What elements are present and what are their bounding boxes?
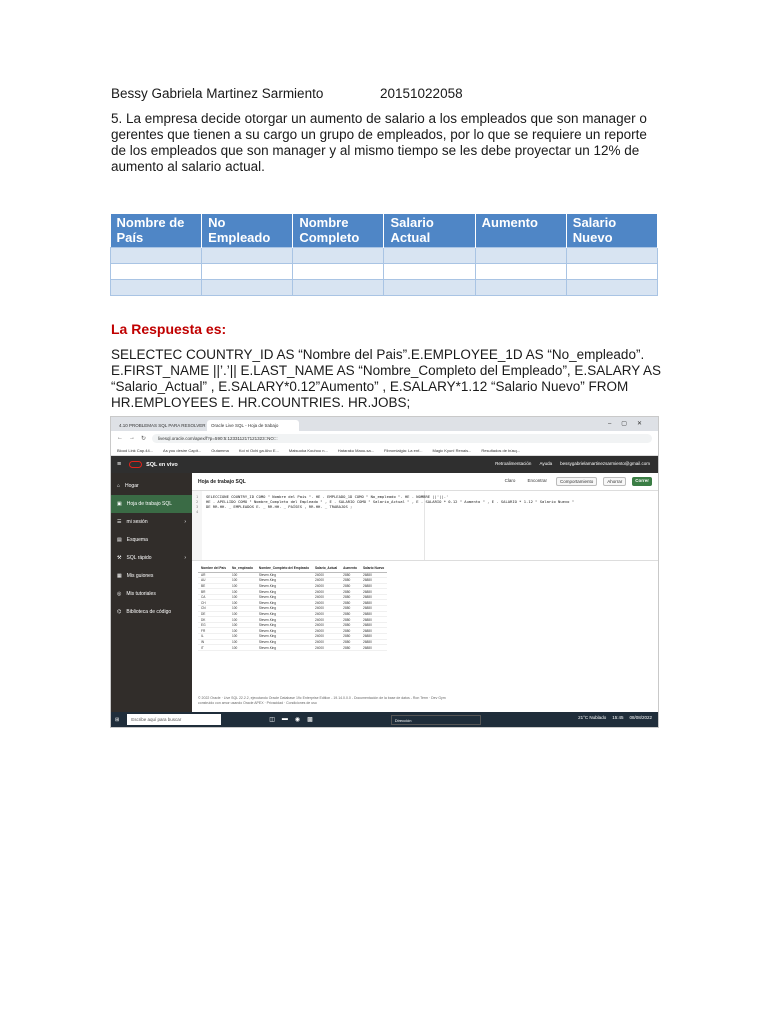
col-nombre-completo: Nombre Completo [293,214,384,247]
results-cell: FR [198,628,229,634]
col-no-empleado: No Empleado [202,214,293,247]
results-cell: 100 [229,617,256,623]
worksheet-header [192,473,658,491]
clock-date: 08/08/2022 [629,715,652,720]
scripts-icon: ▦ [117,573,122,579]
chrome-icon[interactable]: ◉ [294,717,301,723]
results-cell: 100 [229,589,256,595]
results-cell: 2880 [340,572,360,578]
results-cell: BR [198,589,229,595]
results-cell: CH [198,600,229,606]
question-text: 5. La empresa decide otorgar un aumento de salario a los empleados que son manager o gerentes que tienen a su cargo un grupo de empleados, por lo que se requiere un reporte de los empleados que son manager y al mismo tiempo se les debe proyectar un 12% de aumento al salario actual. [111,111,647,174]
address-bar [111,431,658,445]
results-cell: 2880 [340,594,360,600]
results-cell: 26880 [360,634,387,640]
results-cell: 2880 [340,611,360,617]
results-cell: Steven.King [256,628,312,634]
save-button[interactable]: Ahorrar [603,477,626,486]
table-row [198,645,387,651]
sidebar-item-code-library[interactable]: ⌬ Biblioteca de código [117,609,172,615]
bookmark[interactable]: Matsuoka Kouhou n... [288,447,328,453]
results-cell: 2880 [340,622,360,628]
results-table [198,565,387,651]
editor-line: 1 SELECCIONE COUNTRY_ID COMO " Nombre del País ". HE . EMPLEADO_1D COMO " No_empleado ". HE . NOMBRE ||'||.' [196,494,449,499]
find-button[interactable]: Encontrar [527,478,547,483]
results-col-header: Salario Nuevo [360,565,387,572]
forward-icon[interactable]: → [129,435,135,441]
results-cell: IL [198,634,229,640]
results-col-header: Aumento [340,565,360,572]
bookmark[interactable]: Fibromialgia: La enf... [384,447,423,453]
results-cell: 100 [229,634,256,640]
editor-line: 2 HE . APELLIDO COMO " Nombre_Completo del Empleado " , E . SALARIO COMO " Salario_Actual " , E . SALARIO * 0.12 " Aumento " , E . SALARIO * 1.12 " Salario Nuevo " [196,499,575,504]
results-col-header: Nombre_Completo del Empleado [256,565,312,572]
query-text: SELECTEC COUNTRY_ID AS “Nombre del Pais”.E.EMPLOYEE_1D AS “No_empleado”. E.FIRST_NAME ||’.’|| E.LAST_NAME AS “Nombre_Completo del Empleado”, E.SALARY AS “Salario_Actual” , E.SALARY*0.12”Aumento” , E.SALARY*1.12 “Salario Nuevo” FROM HR.EMPLOYEES E. HR.COUNTRIES. HR.JOBS; [111,347,661,410]
help-link[interactable]: Ayuda [539,461,553,466]
sidebar-item-session[interactable]: ☰ mi sesión › [117,519,186,525]
results-cell: 100 [229,622,256,628]
bookmark[interactable]: Outamma [211,447,229,453]
results-cell: 24000 [312,594,340,600]
results-cell: 100 [229,578,256,584]
back-icon[interactable]: ← [117,435,123,441]
oracle-logo-icon [129,461,142,468]
sql-editor[interactable] [192,491,658,561]
results-cell: 26880 [360,606,387,612]
results-cell: AU [198,578,229,584]
results-col-header: No_empleado [229,565,256,572]
results-cell: 100 [229,583,256,589]
table-row [111,247,658,263]
results-cell: 26880 [360,578,387,584]
results-cell: 26880 [360,572,387,578]
results-cell: 2880 [340,634,360,640]
task-view-icon[interactable]: ◫ [269,717,275,723]
results-panel [192,561,658,655]
bookmark[interactable]: As you desire Capít... [163,447,202,453]
results-cell: CN [198,606,229,612]
word-icon[interactable]: ▩ [307,717,313,723]
bookmark[interactable]: Hataraku Maou-sa... [337,447,375,453]
weather[interactable]: 21°C Nublado [578,715,607,720]
bookmark[interactable]: Blood Link Cap.44... [117,447,154,453]
results-cell: 2880 [340,600,360,606]
bookmarks-bar [111,445,658,456]
results-cell: Steven.King [256,645,312,651]
taskbar-address[interactable]: Dirección [391,715,481,725]
results-cell: 24000 [312,639,340,645]
results-cell: 26880 [360,622,387,628]
results-cell: 24000 [312,572,340,578]
results-cell: 100 [229,611,256,617]
col-aumento: Aumento [475,214,566,247]
browser-tab[interactable]: 4.10 PROBLEMAS SQL PARA RESOLVER [119,423,206,428]
answer-title: La Respuesta es: [111,321,227,337]
sidebar-item-schema[interactable]: ▤ Esquema [117,537,148,543]
window-controls[interactable]: –▢✕ [607,421,652,427]
col-nombre-pais: Nombre de País [111,214,202,247]
results-cell: Steven.King [256,639,312,645]
terminal-icon: ▣ [117,501,122,507]
bookmark[interactable]: Koi ni Ochi ga Aho E... [238,447,279,453]
table-row [111,263,658,279]
reload-icon[interactable]: ↻ [141,435,147,442]
results-cell: 24000 [312,622,340,628]
results-cell: 26880 [360,583,387,589]
results-cell: AR [198,572,229,578]
results-cell: 26880 [360,628,387,634]
embedded-screenshot [110,416,659,728]
results-cell: 26880 [360,645,387,651]
sidebar-item-quick-sql[interactable]: ⚒ SQL rápido › [117,555,186,561]
results-cell: 24000 [312,589,340,595]
app-header [111,456,658,473]
results-cell: 24000 [312,645,340,651]
list-icon: ☰ [117,519,122,525]
results-cell: 100 [229,572,256,578]
actions-dropdown[interactable]: Comportamiento [556,477,597,486]
results-cell: 24000 [312,606,340,612]
results-cell: Steven.King [256,572,312,578]
browser-tabbar [111,417,658,431]
wand-icon: ⚒ [117,555,122,561]
results-cell: 24000 [312,600,340,606]
results-cell: 26880 [360,589,387,595]
results-cell: CA [198,594,229,600]
col-salario-nuevo: Salario Nuevo [566,214,657,247]
results-cell: Steven.King [256,594,312,600]
results-cell: 26880 [360,617,387,623]
results-cell: Steven.King [256,611,312,617]
results-cell: Steven.King [256,617,312,623]
results-cell: 2880 [340,578,360,584]
chevron-right-icon: › [184,555,186,561]
results-cell: 24000 [312,634,340,640]
feedback-link[interactable]: Retroalimentación [495,461,532,466]
results-cell: Steven.King [256,583,312,589]
sidebar-item-worksheet[interactable]: ▣ Hoja de trabajo SQL [111,495,192,513]
results-cell: 100 [229,606,256,612]
results-cell: BE [198,583,229,589]
file-explorer-icon[interactable]: ▬ [281,716,288,722]
sidebar [111,473,192,712]
sidebar-item-scripts[interactable]: ▦ Mis guiones [117,573,154,579]
results-cell: DE [198,611,229,617]
results-cell: 26880 [360,594,387,600]
results-cell: IN [198,639,229,645]
results-cell: Steven.King [256,622,312,628]
results-cell: Steven.King [256,634,312,640]
app-footer: © 2022 Oracle · Live SQL 22.2.2, ejecutando Oracle Database 19c Enterprise Edition - 19.14.0.0.0 - Documentación de la base de datos - Ron Term · Dev Gym construido con amor usando Oracle APEX · Privacidad · Condiciones de uso [198,696,446,705]
results-cell: 2880 [340,589,360,595]
results-cell: 26880 [360,639,387,645]
results-cell: EG [198,622,229,628]
results-cell: 100 [229,645,256,651]
results-cell: 26880 [360,611,387,617]
browser-tab-active[interactable]: Oracle Live SQL - Hoja de trabajo [207,420,299,431]
windows-taskbar [111,712,658,727]
windows-start-icon[interactable]: ⊞ [115,716,120,723]
editor-line: 4 [196,509,199,514]
col-salario-actual: Salario Actual [384,214,475,247]
projection-header-row [111,214,658,247]
student-header [111,86,463,101]
hamburger-icon[interactable]: ≡ [117,461,122,468]
results-cell: Steven.King [256,578,312,584]
results-cell: Steven.King [256,589,312,595]
app-title: SQL en vivo [146,461,178,468]
clock-time: 15:45 [612,715,624,720]
editor-line: 3 DE RR.HH. _ EMPLEADOS E. _ RR.HH. _ PAÍSES , RR.HH. _ TRABAJOS ; [196,504,353,509]
clear-button[interactable]: Claro [504,478,516,483]
library-icon: ⌬ [117,609,122,615]
results-cell: IT [198,645,229,651]
results-cell: 24000 [312,628,340,634]
bookmark[interactable]: Resultados de búsq... [481,447,521,453]
results-cell: 26880 [360,600,387,606]
results-col-header: Salario_Actual [312,565,340,572]
results-cell: 2880 [340,617,360,623]
table-row [111,279,658,295]
bookmark[interactable]: Magic Kyun! Renais... [432,447,472,453]
user-menu[interactable]: bessygabrielamartinezsarmiento@gmail.com [560,461,650,466]
results-cell: 24000 [312,578,340,584]
student-name: Bessy Gabriela Martinez Sarmiento [111,86,324,101]
chevron-right-icon: › [184,519,186,525]
results-col-header: Nombre del País [198,565,229,572]
results-cell: 2880 [340,583,360,589]
results-header-row [198,565,387,572]
worksheet-title: Hoja de trabajo SQL [198,478,246,485]
results-cell: 24000 [312,611,340,617]
url-input[interactable]: livesql.oracle.com/apex/f?p=590:5:123311217121323::NO::: [152,434,652,443]
results-cell: 2880 [340,645,360,651]
results-cell: 2880 [340,639,360,645]
results-cell: 24000 [312,617,340,623]
results-cell: 100 [229,600,256,606]
results-cell: Steven.King [256,606,312,612]
taskbar-search[interactable]: Escribe aquí para buscar [127,714,221,725]
projection-table [110,214,658,296]
results-cell: 100 [229,594,256,600]
results-cell: 24000 [312,583,340,589]
sidebar-item-home[interactable]: ⌂ Hogar [117,483,139,489]
schema-icon: ▤ [117,537,122,543]
run-button[interactable]: Correr [632,477,652,486]
home-icon: ⌂ [117,483,121,489]
results-cell: 100 [229,639,256,645]
results-cell: Steven.King [256,600,312,606]
student-id: 20151022058 [380,86,463,101]
results-cell: 2880 [340,628,360,634]
worksheet-main [192,473,658,712]
tutorial-icon: ◎ [117,591,122,597]
results-cell: 100 [229,628,256,634]
results-cell: 2880 [340,606,360,612]
sidebar-item-tutorials[interactable]: ◎ Mis tutoriales [117,591,156,597]
app-body [111,473,658,712]
results-cell: DK [198,617,229,623]
